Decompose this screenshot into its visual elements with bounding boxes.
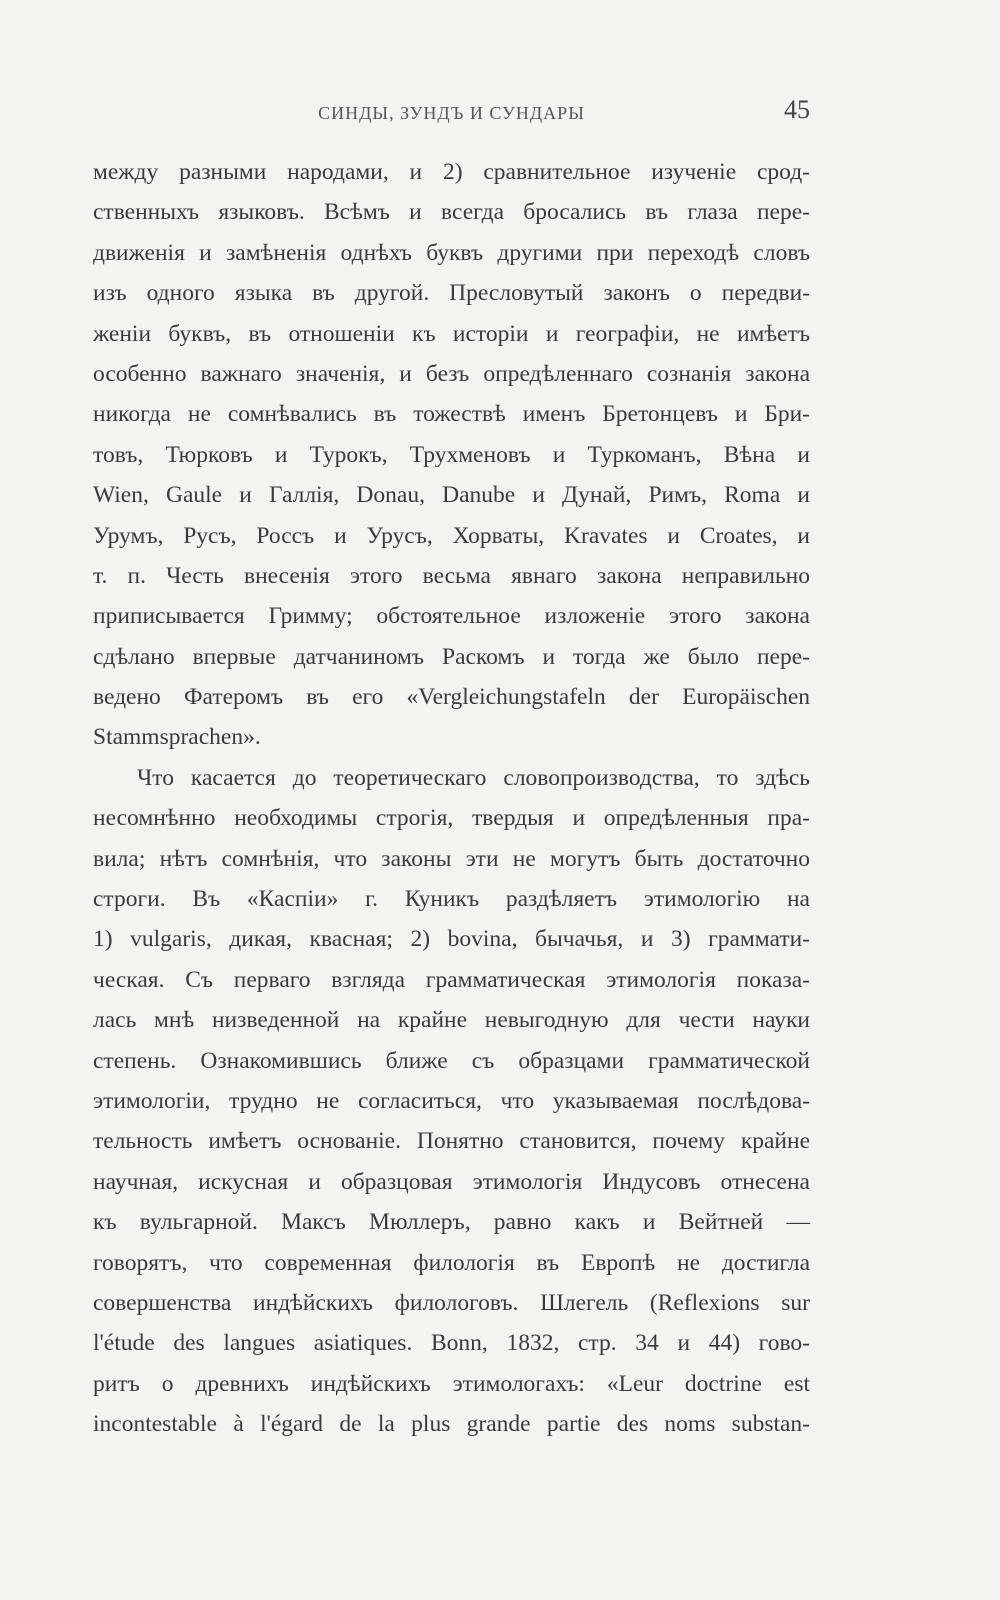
text-line: между разными народами, и 2) сравнительное изученіе срод-	[93, 159, 810, 185]
text-line: къ вульгарной. Максъ Мюллеръ, равно какъ и Вейтней —	[93, 1209, 810, 1236]
text-line: лась мнѣ низведенной на крайне невыгодную для чести науки	[93, 1007, 810, 1034]
text-line: этимологіи, трудно не согласиться, что указываемая послѣдова-	[93, 1087, 810, 1114]
text-line: Wien, Gaule и Галлія, Donau, Danube и Дунай, Римъ, Roma и	[93, 482, 810, 509]
text-line: ческая. Съ перваго взгляда грамматическая этимологія показа-	[93, 966, 810, 993]
text-line: изъ одного языка въ другой. Пресловутый законъ о передви-	[93, 280, 810, 307]
text-line: степень. Ознакомившись ближе съ образцами грамматической	[93, 1047, 810, 1074]
text-line: ведено Фатеромъ въ его «Vergleichungstafeln der Europäischen	[93, 684, 810, 711]
text-line: incontestable à l'égard de la plus grande partie des noms substan-	[93, 1411, 810, 1438]
page-header	[93, 95, 810, 135]
text-line: товъ, Тюрковъ и Турокъ, Трухменовъ и Туркоманъ, Вѣна и	[93, 441, 810, 468]
text-line: вила; нѣтъ сомнѣнія, что законы эти не могутъ быть достаточно	[93, 845, 810, 872]
text-line: т. п. Честь внесенія этого весьма явнаго закона неправильно	[93, 562, 810, 589]
text-line: никогда не сомнѣвались въ тожествѣ именъ Бретонцевъ и Бри-	[93, 401, 810, 428]
text-line: Stammsprachen».	[93, 724, 261, 751]
text-line: ритъ о древнихъ индѣйскихъ этимологахъ: «Leur doctrine est	[93, 1370, 810, 1397]
running-title: СИНДЫ, ЗУНДЪ И СУНДАРЫ	[318, 103, 585, 123]
text-line: строги. Въ «Каспіи» г. Куникъ раздѣляетъ этимологію на	[93, 886, 810, 913]
text-line: 1) vulgaris, дикая, квасная; 2) bovina, бычачья, и 3) граммати-	[93, 926, 810, 953]
text-line: l'étude des langues asiatiques. Bonn, 1832, стр. 34 и 44) гово-	[93, 1330, 810, 1357]
text-line: говорятъ, что современная филологія въ Европѣ не достигла	[93, 1249, 810, 1276]
text-line: Что касается до теоретическаго словопроизводства, то здѣсь	[137, 764, 810, 791]
text-line: Урумъ, Русъ, Россъ и Урусъ, Хорваты, Kravates и Croates, и	[93, 522, 810, 549]
text-line: тельность имѣетъ основаніе. Понятно становится, почему крайне	[93, 1128, 810, 1155]
body-text	[93, 152, 810, 1445]
text-line: научная, искусная и образцовая этимологія Индусовъ отнесена	[93, 1168, 810, 1195]
text-line: приписывается Гримму; обстоятельное изложеніе этого закона	[93, 603, 810, 630]
text-line: совершенства индѣйскихъ филологовъ. Шлегель (Reflexions sur	[93, 1289, 810, 1316]
text-line: ственныхъ языковъ. Всѣмъ и всегда бросались въ глаза пере-	[93, 199, 810, 226]
text-line: женіи буквъ, въ отношеніи къ исторіи и географіи, не имѣетъ	[93, 320, 810, 347]
text-line: особенно важнаго значенія, и безъ опредѣленнаго сознанія закона	[93, 360, 810, 387]
page-number: 45	[784, 95, 810, 124]
text-line: несомнѣнно необходимы строгія, твердыя и опредѣленныя пра-	[93, 805, 810, 832]
text-line: сдѣлано впервые датчаниномъ Раскомъ и тогда же было пере-	[93, 643, 810, 670]
text-line: движенія и замѣненія однѣхъ буквъ другими при переходѣ словъ	[93, 239, 810, 266]
